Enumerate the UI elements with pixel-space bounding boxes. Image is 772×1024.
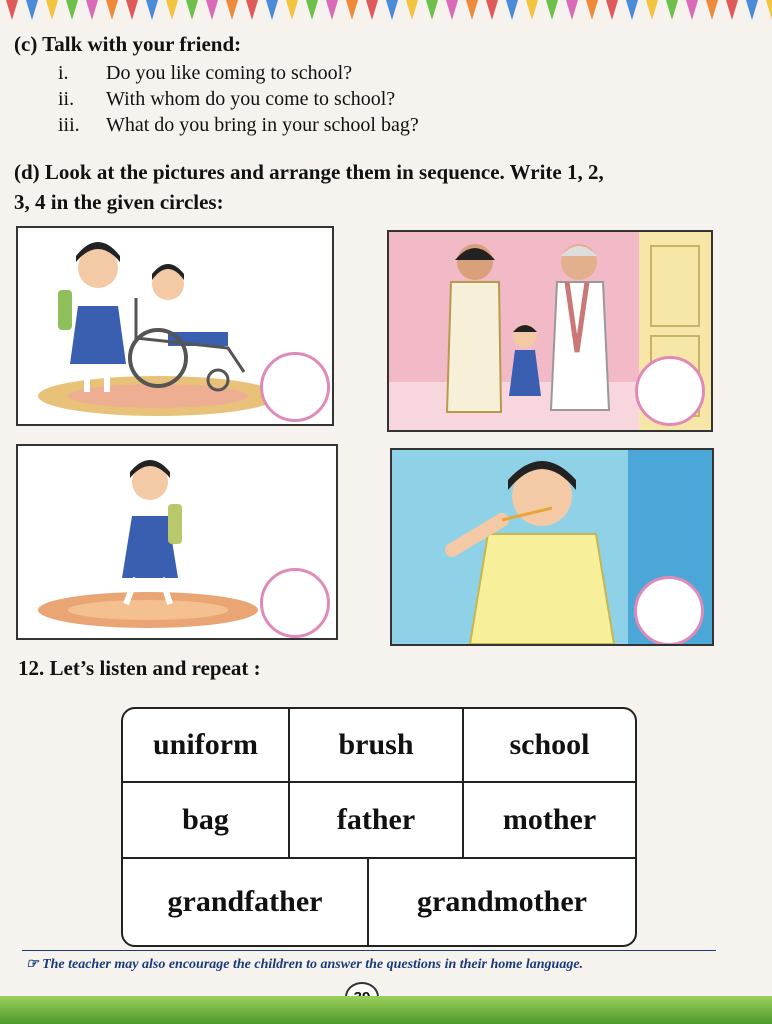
- pencil-tip-icon: [26, 0, 38, 20]
- answer-circle[interactable]: [634, 576, 704, 646]
- picture-girls-with-wheelchair: [16, 226, 334, 426]
- pencil-tip-icon: [366, 0, 378, 20]
- pencil-tip-icon: [646, 0, 658, 20]
- section-c-questions: [58, 60, 419, 138]
- pencil-tip-icon: [386, 0, 398, 20]
- pencil-tip-icon: [46, 0, 58, 20]
- question-number: ii.: [58, 88, 75, 110]
- pencil-tip-icon: [686, 0, 698, 20]
- pencil-tip-icon: [726, 0, 738, 20]
- question-row: [58, 112, 419, 138]
- pencil-tip-icon: [506, 0, 518, 20]
- word-row: [123, 783, 635, 857]
- top-decorative-border: [0, 0, 772, 26]
- pencil-tip-icon: [206, 0, 218, 20]
- question-row: [58, 60, 419, 86]
- pencil-tip-icon: [566, 0, 578, 20]
- pencil-tip-icon: [226, 0, 238, 20]
- section-c-heading: (c) Talk with your friend:: [14, 32, 242, 56]
- pencil-border-icon: [0, 0, 772, 26]
- pencil-tip-icon: [66, 0, 78, 20]
- word-row: [123, 859, 635, 945]
- question-text: What do you bring in your school bag?: [106, 114, 419, 136]
- word-cell-father: father: [290, 783, 464, 857]
- section-d-heading-line2: 3, 4 in the given circles:: [14, 190, 224, 214]
- pencil-tip-icon: [526, 0, 538, 20]
- question-row: [58, 86, 419, 112]
- section-12-heading: 12. Let’s listen and repeat :: [18, 656, 261, 680]
- word-cell-grandfather: grandfather: [123, 859, 369, 945]
- picture-girl-brushing: [390, 448, 714, 646]
- pencil-tip-icon: [546, 0, 558, 20]
- answer-circle[interactable]: [635, 356, 705, 426]
- pencil-tip-icon: [246, 0, 258, 20]
- pencil-tip-icon: [766, 0, 772, 20]
- footnote: [26, 956, 583, 973]
- pencil-tip-icon: [186, 0, 198, 20]
- pencil-tip-icon: [106, 0, 118, 20]
- word-cell-brush: brush: [290, 709, 464, 781]
- answer-circle[interactable]: [260, 568, 330, 638]
- pencil-tip-icon: [446, 0, 458, 20]
- pencil-tip-icon: [86, 0, 98, 20]
- pencil-tip-icon: [706, 0, 718, 20]
- pencil-tip-icon: [666, 0, 678, 20]
- answer-circle[interactable]: [260, 352, 330, 422]
- pencil-tip-icon: [486, 0, 498, 20]
- picture-family-greeting: [387, 230, 713, 432]
- pencil-tip-icon: [126, 0, 138, 20]
- word-cell-grandmother: grandmother: [417, 885, 587, 918]
- footnote-text: The teacher may also encourage the children to answer the questions in their home language.: [42, 957, 584, 972]
- pencil-tip-icon: [286, 0, 298, 20]
- bottom-decorative-border: [0, 996, 772, 1024]
- picture-girl-walking: [16, 444, 338, 640]
- pencil-tip-icon: [146, 0, 158, 20]
- pencil-tip-icon: [606, 0, 618, 20]
- question-text: With whom do you come to school?: [106, 88, 396, 110]
- pencil-tip-icon: [426, 0, 438, 20]
- hand-pointer-icon: ☞: [26, 957, 43, 972]
- word-cell-mother: mother: [502, 803, 597, 836]
- pencil-tip-icon: [406, 0, 418, 20]
- question-text: Do you like coming to school?: [106, 62, 353, 84]
- word-cell-bag: bag: [123, 783, 290, 857]
- pencil-tip-icon: [746, 0, 758, 20]
- word-cell-uniform: uniform: [123, 709, 290, 781]
- word-cell-school: school: [509, 728, 590, 761]
- pencil-tip-icon: [586, 0, 598, 20]
- question-number: iii.: [58, 114, 80, 136]
- pencil-tip-icon: [466, 0, 478, 20]
- section-d-heading-line1: (d) Look at the pictures and arrange them in sequence. Write 1, 2,: [14, 160, 604, 184]
- question-number: i.: [58, 62, 69, 84]
- pencil-tip-icon: [166, 0, 178, 20]
- pencil-tip-icon: [306, 0, 318, 20]
- word-table: [121, 707, 637, 947]
- pencil-tip-icon: [266, 0, 278, 20]
- word-row: [123, 709, 635, 781]
- footnote-divider: [22, 950, 716, 951]
- pencil-tip-icon: [346, 0, 358, 20]
- pencil-tip-icon: [326, 0, 338, 20]
- pencil-tip-icon: [6, 0, 18, 20]
- pencil-tip-icon: [626, 0, 638, 20]
